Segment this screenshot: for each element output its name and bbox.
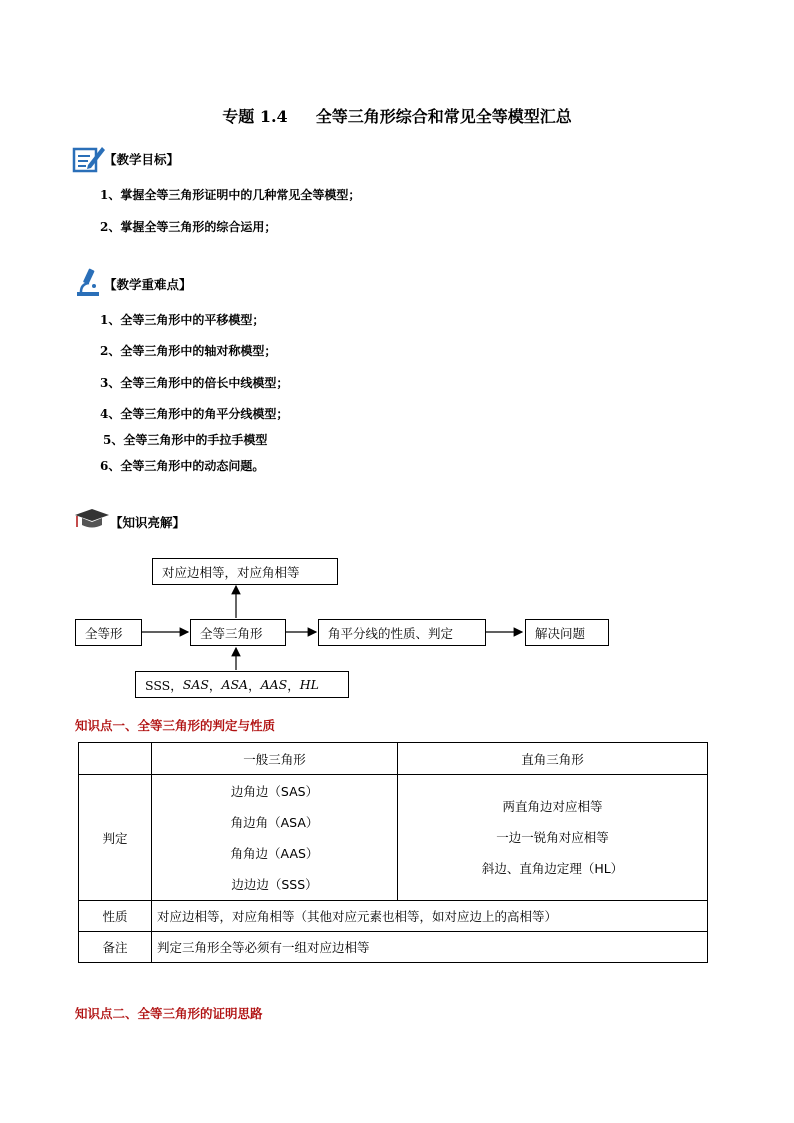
knowledge-heading: 【知识亮解】 [110,515,186,530]
goals-heading: 【教学目标】 [104,152,180,167]
property-text: 对应边相等，对应角相等（其他对应元素也相等，如对应边上的高相等） [152,901,708,932]
header-general: 一般三角形 [152,743,398,775]
general-rule: 角角边（AAS） [230,845,319,861]
goal-item-2: 2、掌握全等三角形的综合运用； [100,220,277,234]
keypoint-item-4: 4、全等三角形中的角平分线模型； [100,407,289,421]
keypoint-item-5: 5、全等三角形中的手拉手模型 [103,433,268,447]
judgement-table [78,742,708,963]
flow-box-top: 对应边相等，对应角相等 [152,558,338,585]
keypoint-item-3: 3、全等三角形中的倍长中线模型； [100,376,289,390]
general-rule: 角边角（ASA） [230,814,319,830]
title-number: 专题 1.4 [222,107,288,126]
point1-heading: 知识点一、全等三角形的判定与性质 [75,718,276,733]
flow-box-triangle: 全等三角形 [190,619,286,646]
row-property-label: 性质 [79,901,152,932]
flow-box-congruent: 全等形 [75,619,142,646]
right-rule: 一边一锐角对应相等 [496,830,609,845]
row-judge-label: 判定 [79,775,152,901]
note-text: 判定三角形全等必须有一组对应边相等 [152,932,708,963]
table-corner [79,743,152,775]
general-rule: 边角边（SAS） [230,783,319,799]
point2-heading: 知识点二、全等三角形的证明思路 [75,1006,263,1021]
flow-box-bisector: 角平分线的性质、判定 [318,619,486,646]
goal-item-1: 1、掌握全等三角形证明中的几种常见全等模型； [100,188,361,202]
header-right: 直角三角形 [398,743,708,775]
right-rule: 斜边、直角边定理（HL） [481,861,624,876]
general-rule: 边边边（SSS） [231,876,318,892]
flow-box-solve: 解决问题 [525,619,609,646]
title-text: 全等三角形综合和常见全等模型汇总 [315,107,572,126]
row-note-label: 备注 [79,932,152,963]
general-rules [152,775,398,901]
keypoint-item-2: 2、全等三角形中的轴对称模型； [100,344,277,358]
keypoint-item-6: 6、全等三角形中的动态问题。 [100,459,265,473]
keypoints-heading: 【教学重难点】 [104,277,192,292]
flow-box-criteria: SSS， SAS ， ASA ， AAS ， HL [135,671,349,698]
right-rule: 两直角边对应相等 [502,799,603,814]
right-rules [398,775,708,901]
keypoint-item-1: 1、全等三角形中的平移模型； [100,313,265,327]
